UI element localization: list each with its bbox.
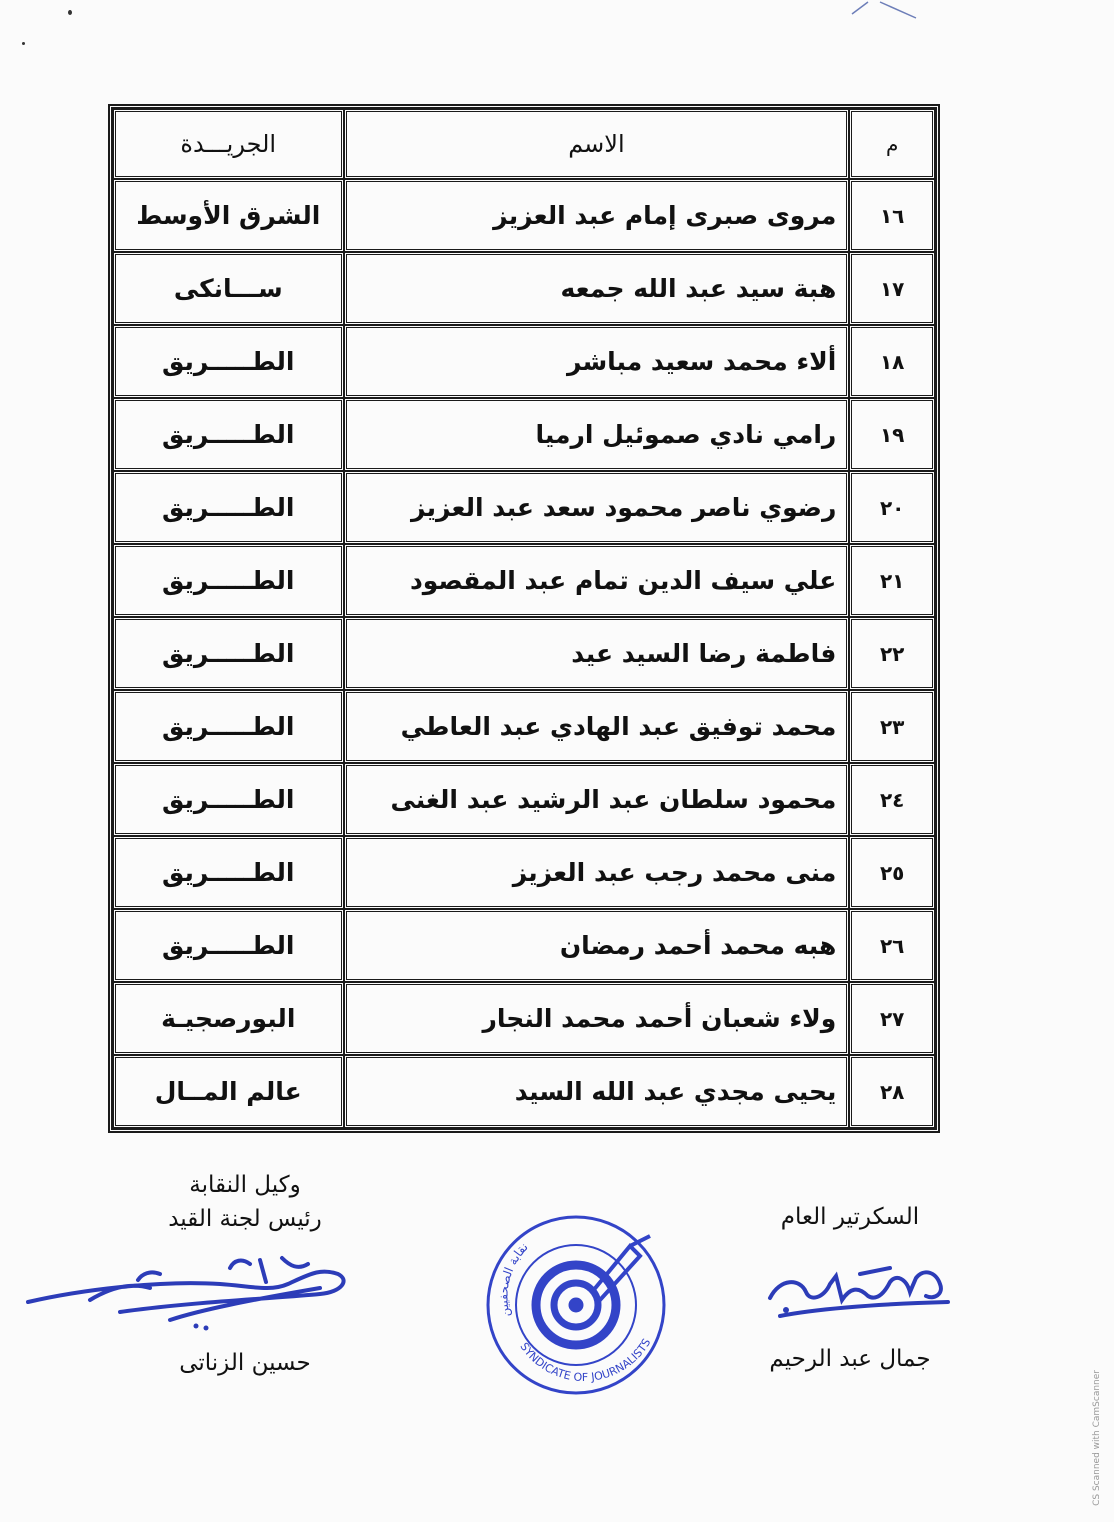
left-signature <box>20 1240 360 1340</box>
row-name: ولاء شعبان أحمد محمد النجار <box>344 982 850 1055</box>
table-row <box>113 690 935 763</box>
left-title-line1: وكيل النقابة <box>189 1172 301 1198</box>
scan-speck <box>68 10 72 15</box>
corner-mark <box>850 0 920 20</box>
table-row <box>113 909 935 982</box>
header-num: م <box>849 109 935 179</box>
row-number: ٢٦ <box>849 909 935 982</box>
row-name: هبة سيد عبد الله جمعه <box>344 252 850 325</box>
table-row <box>113 179 935 252</box>
stamp-arabic-text: نقابة الصحفيين <box>496 1239 531 1319</box>
left-title-line2: رئيس لجنة القيد <box>168 1206 322 1232</box>
table-row <box>113 398 935 471</box>
syndicate-stamp <box>480 1196 672 1414</box>
row-number: ١٩ <box>849 398 935 471</box>
table-row <box>113 617 935 690</box>
right-signatory <box>730 1200 970 1376</box>
row-newspaper: البورصجيـة <box>113 982 344 1055</box>
row-name: هبه محمد أحمد رمضان <box>344 909 850 982</box>
table-row <box>113 1055 935 1128</box>
table-row <box>113 763 935 836</box>
table-row <box>113 982 935 1055</box>
row-newspaper: عالم المــال <box>113 1055 344 1128</box>
header-name: الاسم <box>344 109 850 179</box>
row-name: رامي نادي صموئيل ارميا <box>344 398 850 471</box>
row-newspaper: الطـــــريق <box>113 398 344 471</box>
row-number: ٢٠ <box>849 471 935 544</box>
row-number: ١٨ <box>849 325 935 398</box>
members-table <box>108 104 940 1133</box>
row-newspaper: الطـــــريق <box>113 909 344 982</box>
row-number: ٢٧ <box>849 982 935 1055</box>
table-body <box>113 179 935 1128</box>
table-header-row <box>113 109 935 179</box>
row-newspaper: الطـــــريق <box>113 763 344 836</box>
right-signature <box>740 1238 960 1338</box>
row-name: فاطمة رضا السيد عيد <box>344 617 850 690</box>
row-name: محمود سلطان عبد الرشيد عبد الغنى <box>344 763 850 836</box>
row-newspaper: الطـــــريق <box>113 325 344 398</box>
row-name: علي سيف الدين تمام عبد المقصود <box>344 544 850 617</box>
row-newspaper: الطـــــريق <box>113 836 344 909</box>
scanner-watermark: CS Scanned with CamScanner <box>1092 1370 1102 1506</box>
left-name: حسين الزناتى <box>179 1350 311 1376</box>
row-name: محمد توفيق عبد الهادي عبد العاطي <box>344 690 850 763</box>
row-newspaper: الطـــــريق <box>113 617 344 690</box>
row-number: ١٦ <box>849 179 935 252</box>
row-number: ٢٢ <box>849 617 935 690</box>
row-newspaper: الشرق الأوسط <box>113 179 344 252</box>
row-name: ألاء محمد سعيد مباشر <box>344 325 850 398</box>
row-newspaper: الطـــــريق <box>113 544 344 617</box>
row-name: مروى صبرى إمام عبد العزيز <box>344 179 850 252</box>
left-signatory <box>120 1168 370 1380</box>
right-name: جمال عبد الرحيم <box>769 1346 931 1372</box>
table-row <box>113 471 935 544</box>
row-number: ٢٣ <box>849 690 935 763</box>
row-number: ٢٤ <box>849 763 935 836</box>
right-title: السكرتير العام <box>780 1204 920 1230</box>
row-number: ٢٥ <box>849 836 935 909</box>
row-name: يحيى مجدي عبد الله السيد <box>344 1055 850 1128</box>
row-newspaper: الطـــــريق <box>113 690 344 763</box>
table-row <box>113 325 935 398</box>
row-newspaper: الطـــــريق <box>113 471 344 544</box>
stamp-english-text: SYNDICATE OF JOURNALISTS <box>517 1336 654 1385</box>
row-newspaper: ســـانكى <box>113 252 344 325</box>
table-row <box>113 544 935 617</box>
row-number: ٢٨ <box>849 1055 935 1128</box>
scan-speck <box>22 42 25 45</box>
header-paper: الجريـــدة <box>113 109 344 179</box>
row-name: رضوي ناصر محمود سعد عبد العزيز <box>344 471 850 544</box>
row-name: منى محمد رجب عبد العزيز <box>344 836 850 909</box>
table-row <box>113 252 935 325</box>
row-number: ١٧ <box>849 252 935 325</box>
row-number: ٢١ <box>849 544 935 617</box>
table-row <box>113 836 935 909</box>
